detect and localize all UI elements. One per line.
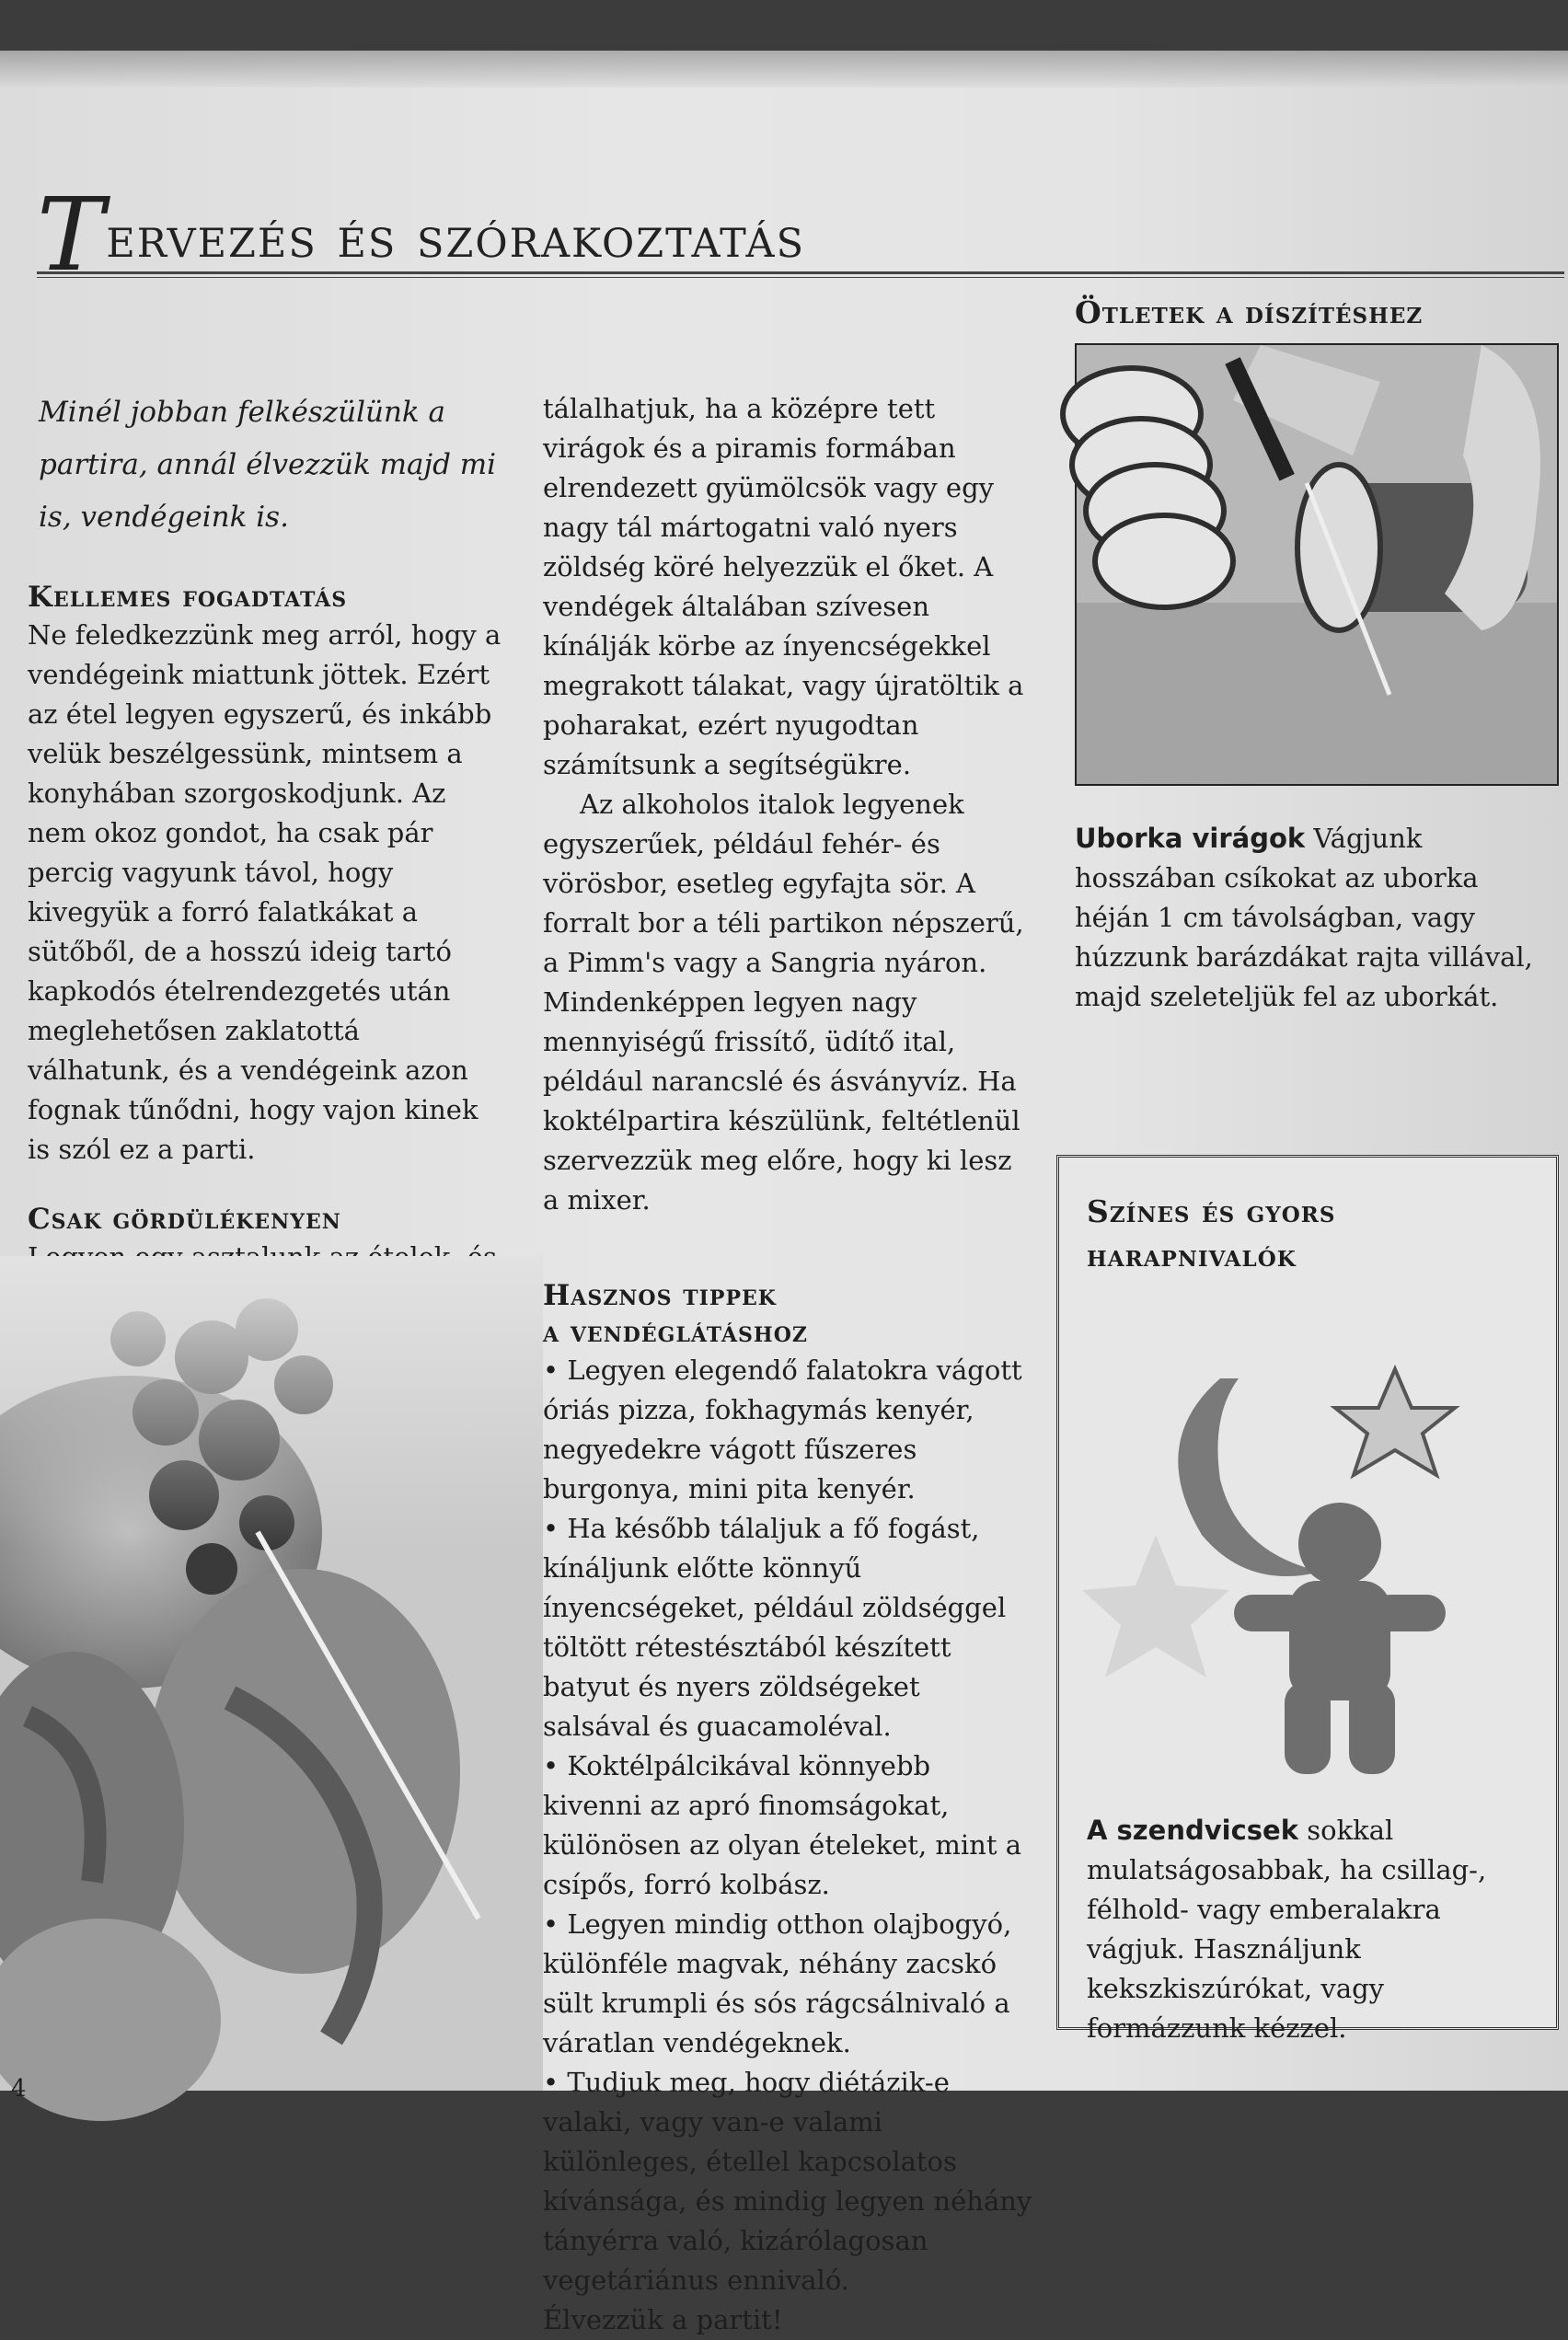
- heading-otletek: Ötletek a díszítéshez: [1075, 294, 1424, 330]
- closing-line: Élvezzük a partit!: [543, 2304, 783, 2335]
- cucumber-caption: [1075, 819, 1553, 1017]
- heading-csak: Csak gördülékenyen: [28, 1203, 341, 1236]
- cucumber-illustration: [1077, 345, 1557, 784]
- sandwich-box: [1056, 1155, 1559, 2044]
- page-title: [37, 176, 806, 294]
- heading-kellemes: Kellemes fogadtatás: [28, 581, 348, 614]
- sandwich-caption-text: sokkal mulatságosabbak, ha csillag-, félhold- vagy emberalakra vágjuk. Használjunk kekszkiszúrókat, vagy formázzunk kézzel.: [1087, 1815, 1487, 2044]
- shrimp-illustration: [0, 1256, 543, 2091]
- middle-column: [543, 389, 1035, 2340]
- sandwich-shapes-illustration: [1045, 1323, 1524, 1839]
- page-top-shadow: [0, 51, 1568, 87]
- title-rule: [37, 271, 1564, 278]
- heading-hasznos-1: Hasznos tippek: [543, 1279, 777, 1312]
- tip-bullet-3: • Koktélpálcikával könnyebb kivenni az apró finomságokat, különösen az olyan ételeket, mint a csípős, forró kolbász.: [543, 1750, 1022, 1900]
- shrimp-parsley-photo: [0, 1256, 543, 2091]
- book-page: [0, 51, 1568, 2335]
- tip-bullet-5: • Tudjuk meg, hogy diétázik-e valaki, vagy van-e valami különleges, étellel kapcsolatos kívánsága, és mindig legyen néhány tányérra való, kizárólagosan vegetáriánus ennivaló.: [543, 2067, 1032, 2296]
- page-number: 4: [11, 2075, 27, 2103]
- sandwich-caption: [1087, 1811, 1538, 2048]
- cucumber-caption-text: Vágjunk hosszában csíkokat az uborka héján 1 cm távolságban, vagy húzzunk barázdákat rajta villával, majd szeleteljük fel az uborkát.: [1075, 823, 1533, 1012]
- heading-szines-1: Színes és gyors: [1087, 1193, 1336, 1229]
- csak-body-continued: tálalhatjuk, ha a középre tett virágok és a piramis formában elrendezett gyümölcsök vagy egy nagy tál mártogatni való nyers zöldség köré helyezzük el őket. A vendégek általában szívesen kínálják körbe az ínyencségekkel megrakott tálakat, vagy újratöltik a poharakat, ezért nyugodtan számítsunk a segítségükre.: [543, 393, 1024, 780]
- box-heading: [1087, 1190, 1335, 1278]
- left-column: [28, 386, 506, 1396]
- heading-szines-2: harapnivalók: [1087, 1238, 1297, 1274]
- title-rest: ervezés és szórakoztatás: [106, 203, 806, 271]
- cucumber-caption-title: Uborka virágok: [1075, 823, 1306, 854]
- intro-text: Minél jobban felkészülünk a partira, annál élvezzük majd mi is, vendégeink is.: [39, 396, 497, 534]
- alcohol-paragraph: Az alkoholos italok legyenek egyszerűek, például fehér- és vörösbor, esetleg egyfajta sör. A forralt bor a téli partikon népszerű, a Pimm's vagy a Sangria nyáron. Mindenképpen legyen nagy mennyiségű frissítő, üdítő ital, például narancslé és ásványvíz. Ha koktélpartira készülünk, feltétlenül szervezzük meg előre, hogy ki lesz a mixer.: [543, 789, 1024, 1216]
- title-initial: T: [37, 176, 107, 294]
- tip-bullet-4: • Legyen mindig otthon olajbogyó, különféle magvak, néhány zacskó sült krumpli és sós rágcsálnivaló a váratlan vendégeknek.: [543, 1908, 1012, 2058]
- tip-bullet-2: • Ha később tálaljuk a fő fogást, kínáljunk előtte könnyű ínyencségeket, például zöldséggel töltött rétestésztából készített batyut és nyers zöldségeket salsával és guacamoléval.: [543, 1513, 1007, 1742]
- kellemes-body: Ne feledkezzünk meg arról, hogy a vendégeink miattunk jöttek. Ezért az étel legyen egyszerű, és inkább velük beszélgessünk, mintsem a konyhában szorgoskodjunk. Az nem okoz gondot, ha csak pár percig vagyunk távol, hogy kivegyük a forró falatkákat a sütőből, de a hosszú ideig tartó kapkodós ételrendezgetés után meglehetősen zaklatottá válhatunk, és a vendégeink azon fognak tűnődni, hogy vajon kinek is szól ez a parti.: [28, 619, 502, 1165]
- tip-bullet-1: • Legyen elegendő falatokra vágott óriás pizza, fokhagymás kenyér, negyedekre vágott fűszeres burgonya, mini pita kenyér.: [543, 1354, 1022, 1504]
- cucumber-cutting-photo: [1075, 343, 1559, 786]
- heading-hasznos-2: a vendéglátáshoz: [543, 1316, 808, 1349]
- sandwich-caption-title: A szendvicsek: [1087, 1815, 1299, 1846]
